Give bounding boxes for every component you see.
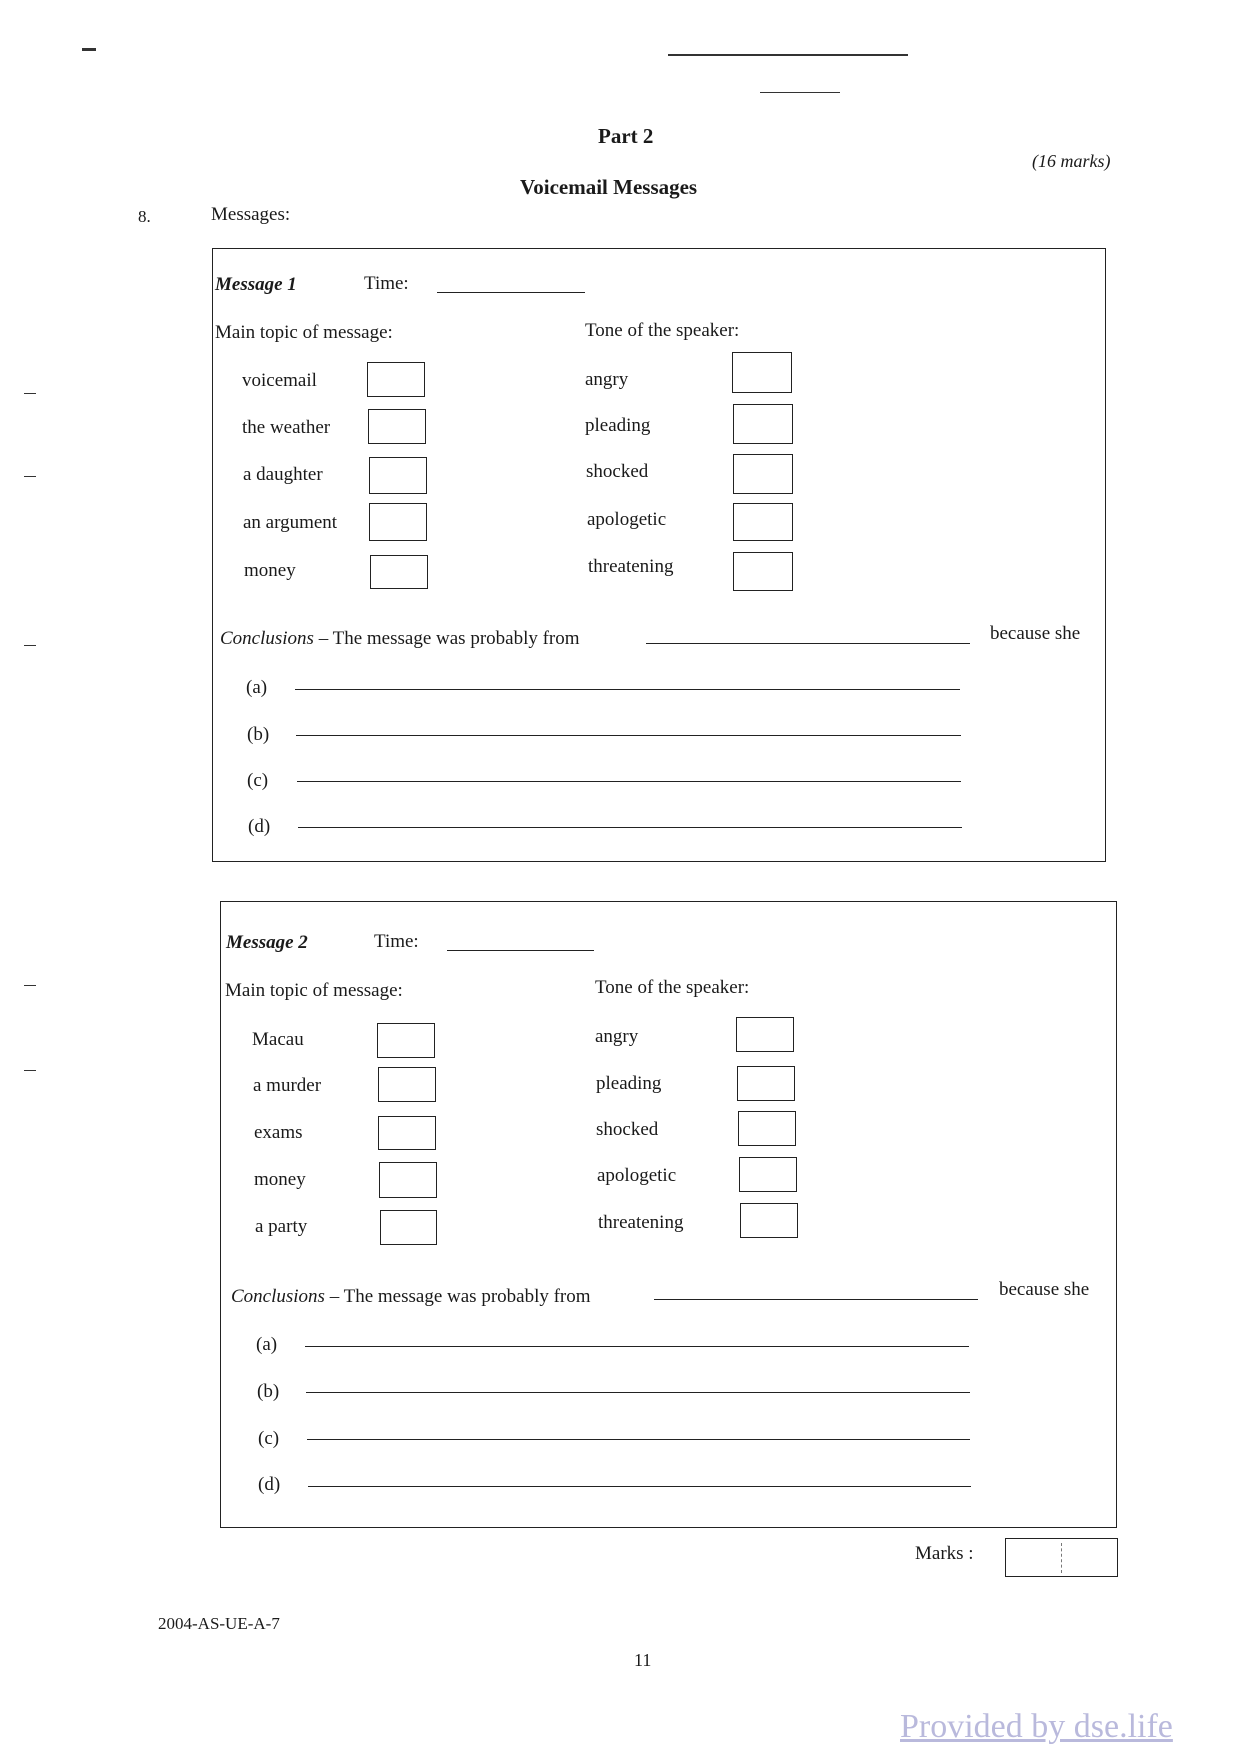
topic-option: the weather [242, 417, 331, 438]
topic-checkbox[interactable] [369, 503, 427, 541]
tone-option: angry [585, 369, 629, 390]
tone-checkbox[interactable] [733, 552, 793, 591]
topic-option: money [254, 1169, 306, 1190]
question-label: Messages: [211, 204, 291, 225]
topic-option: money [244, 560, 296, 581]
tone-checkbox[interactable] [733, 454, 793, 494]
topic-checkbox[interactable] [379, 1162, 437, 1198]
line-label-c: (c) [247, 770, 269, 791]
line-label-d: (d) [258, 1474, 281, 1495]
message-1-answer-line-a[interactable] [295, 689, 960, 690]
scan-mark [24, 1070, 36, 1071]
topic-checkbox[interactable] [368, 409, 426, 444]
marks-label: Marks : [915, 1543, 974, 1564]
message-1-time-line[interactable] [437, 292, 585, 293]
scan-mark [668, 54, 908, 56]
tone-checkbox[interactable] [736, 1017, 794, 1052]
part-heading: Part 2 [598, 124, 654, 148]
message-2-answer-line-c[interactable] [307, 1439, 970, 1440]
scan-mark [82, 48, 96, 51]
topic-option: a party [255, 1216, 308, 1237]
tone-option: threatening [598, 1212, 684, 1233]
message-1-tone-heading: Tone of the speaker: [585, 320, 740, 341]
topic-option: exams [254, 1122, 303, 1143]
paper-code: 2004-AS-UE-A-7 [158, 1614, 280, 1633]
tone-option: pleading [596, 1073, 662, 1094]
message-2-title: Message 2 [226, 932, 308, 953]
topic-checkbox[interactable] [377, 1023, 435, 1058]
message-2-tone-heading: Tone of the speaker: [595, 977, 750, 998]
marks-allocation: (16 marks) [1032, 151, 1111, 171]
message-1-title: Message 1 [215, 274, 297, 295]
conclusions-label: Conclusions [231, 1286, 325, 1307]
conclusions-label: Conclusions [220, 628, 314, 649]
scan-mark [24, 645, 36, 646]
section-title: Voicemail Messages [520, 175, 698, 199]
page-number: 11 [634, 1650, 652, 1670]
tone-checkbox[interactable] [739, 1157, 797, 1192]
topic-option: an argument [243, 512, 338, 533]
tone-option: angry [595, 1026, 639, 1047]
scan-mark [760, 92, 840, 93]
message-1-answer-line-d[interactable] [298, 827, 962, 828]
message-2-time-label: Time: [374, 931, 419, 952]
watermark-link[interactable]: Provided by dse.life [900, 1708, 1173, 1745]
message-2-answer-line-d[interactable] [308, 1486, 971, 1487]
tone-option: shocked [586, 461, 649, 482]
topic-option: a murder [253, 1075, 322, 1096]
topic-checkbox[interactable] [370, 555, 428, 589]
tone-option: apologetic [597, 1165, 677, 1186]
topic-option: Macau [252, 1029, 304, 1050]
line-label-b: (b) [257, 1381, 280, 1402]
question-number: 8. [138, 207, 151, 226]
topic-checkbox[interactable] [380, 1210, 437, 1245]
topic-checkbox[interactable] [367, 362, 425, 397]
tone-checkbox[interactable] [733, 503, 793, 541]
message-2-topic-heading: Main topic of message: [225, 980, 403, 1001]
line-label-b: (b) [247, 724, 270, 745]
message-2-answer-line-a[interactable] [305, 1346, 969, 1347]
tone-checkbox[interactable] [737, 1066, 795, 1101]
topic-option: a daughter [243, 464, 323, 485]
line-label-a: (a) [256, 1334, 278, 1355]
marks-box[interactable] [1005, 1538, 1118, 1577]
conclusions-text: – The message was probably from [329, 1286, 591, 1307]
tone-checkbox[interactable] [732, 352, 792, 393]
tone-checkbox[interactable] [740, 1203, 798, 1238]
message-1-answer-line-b[interactable] [296, 735, 961, 736]
line-label-c: (c) [258, 1428, 280, 1449]
message-1-answer-line-c[interactable] [297, 781, 961, 782]
conclusions-text: – The message was probably from [318, 628, 580, 649]
line-label-a: (a) [246, 677, 268, 698]
message-1-from-line[interactable] [646, 643, 970, 644]
scan-mark [24, 985, 36, 986]
scan-mark [24, 476, 36, 477]
tone-checkbox[interactable] [733, 404, 793, 444]
tone-option: pleading [585, 415, 651, 436]
tone-option: shocked [596, 1119, 659, 1140]
line-label-d: (d) [248, 816, 271, 837]
tone-checkbox[interactable] [738, 1111, 796, 1146]
message-2-from-line[interactable] [654, 1299, 978, 1300]
scan-mark [24, 393, 36, 394]
because-she-label: because she [990, 623, 1081, 644]
tone-option: apologetic [587, 509, 667, 530]
topic-option: voicemail [242, 370, 317, 391]
topic-checkbox[interactable] [378, 1116, 436, 1150]
message-1-topic-heading: Main topic of message: [215, 322, 393, 343]
tone-option: threatening [588, 556, 674, 577]
message-2-conclusions [231, 1286, 591, 1308]
message-2-answer-line-b[interactable] [306, 1392, 970, 1393]
message-1-time-label: Time: [364, 273, 409, 294]
message-1-conclusions [220, 628, 580, 650]
because-she-label: because she [999, 1279, 1090, 1300]
message-2-time-line[interactable] [447, 950, 594, 951]
topic-checkbox[interactable] [369, 457, 427, 494]
topic-checkbox[interactable] [378, 1067, 436, 1102]
marks-box-divider [1061, 1543, 1062, 1573]
